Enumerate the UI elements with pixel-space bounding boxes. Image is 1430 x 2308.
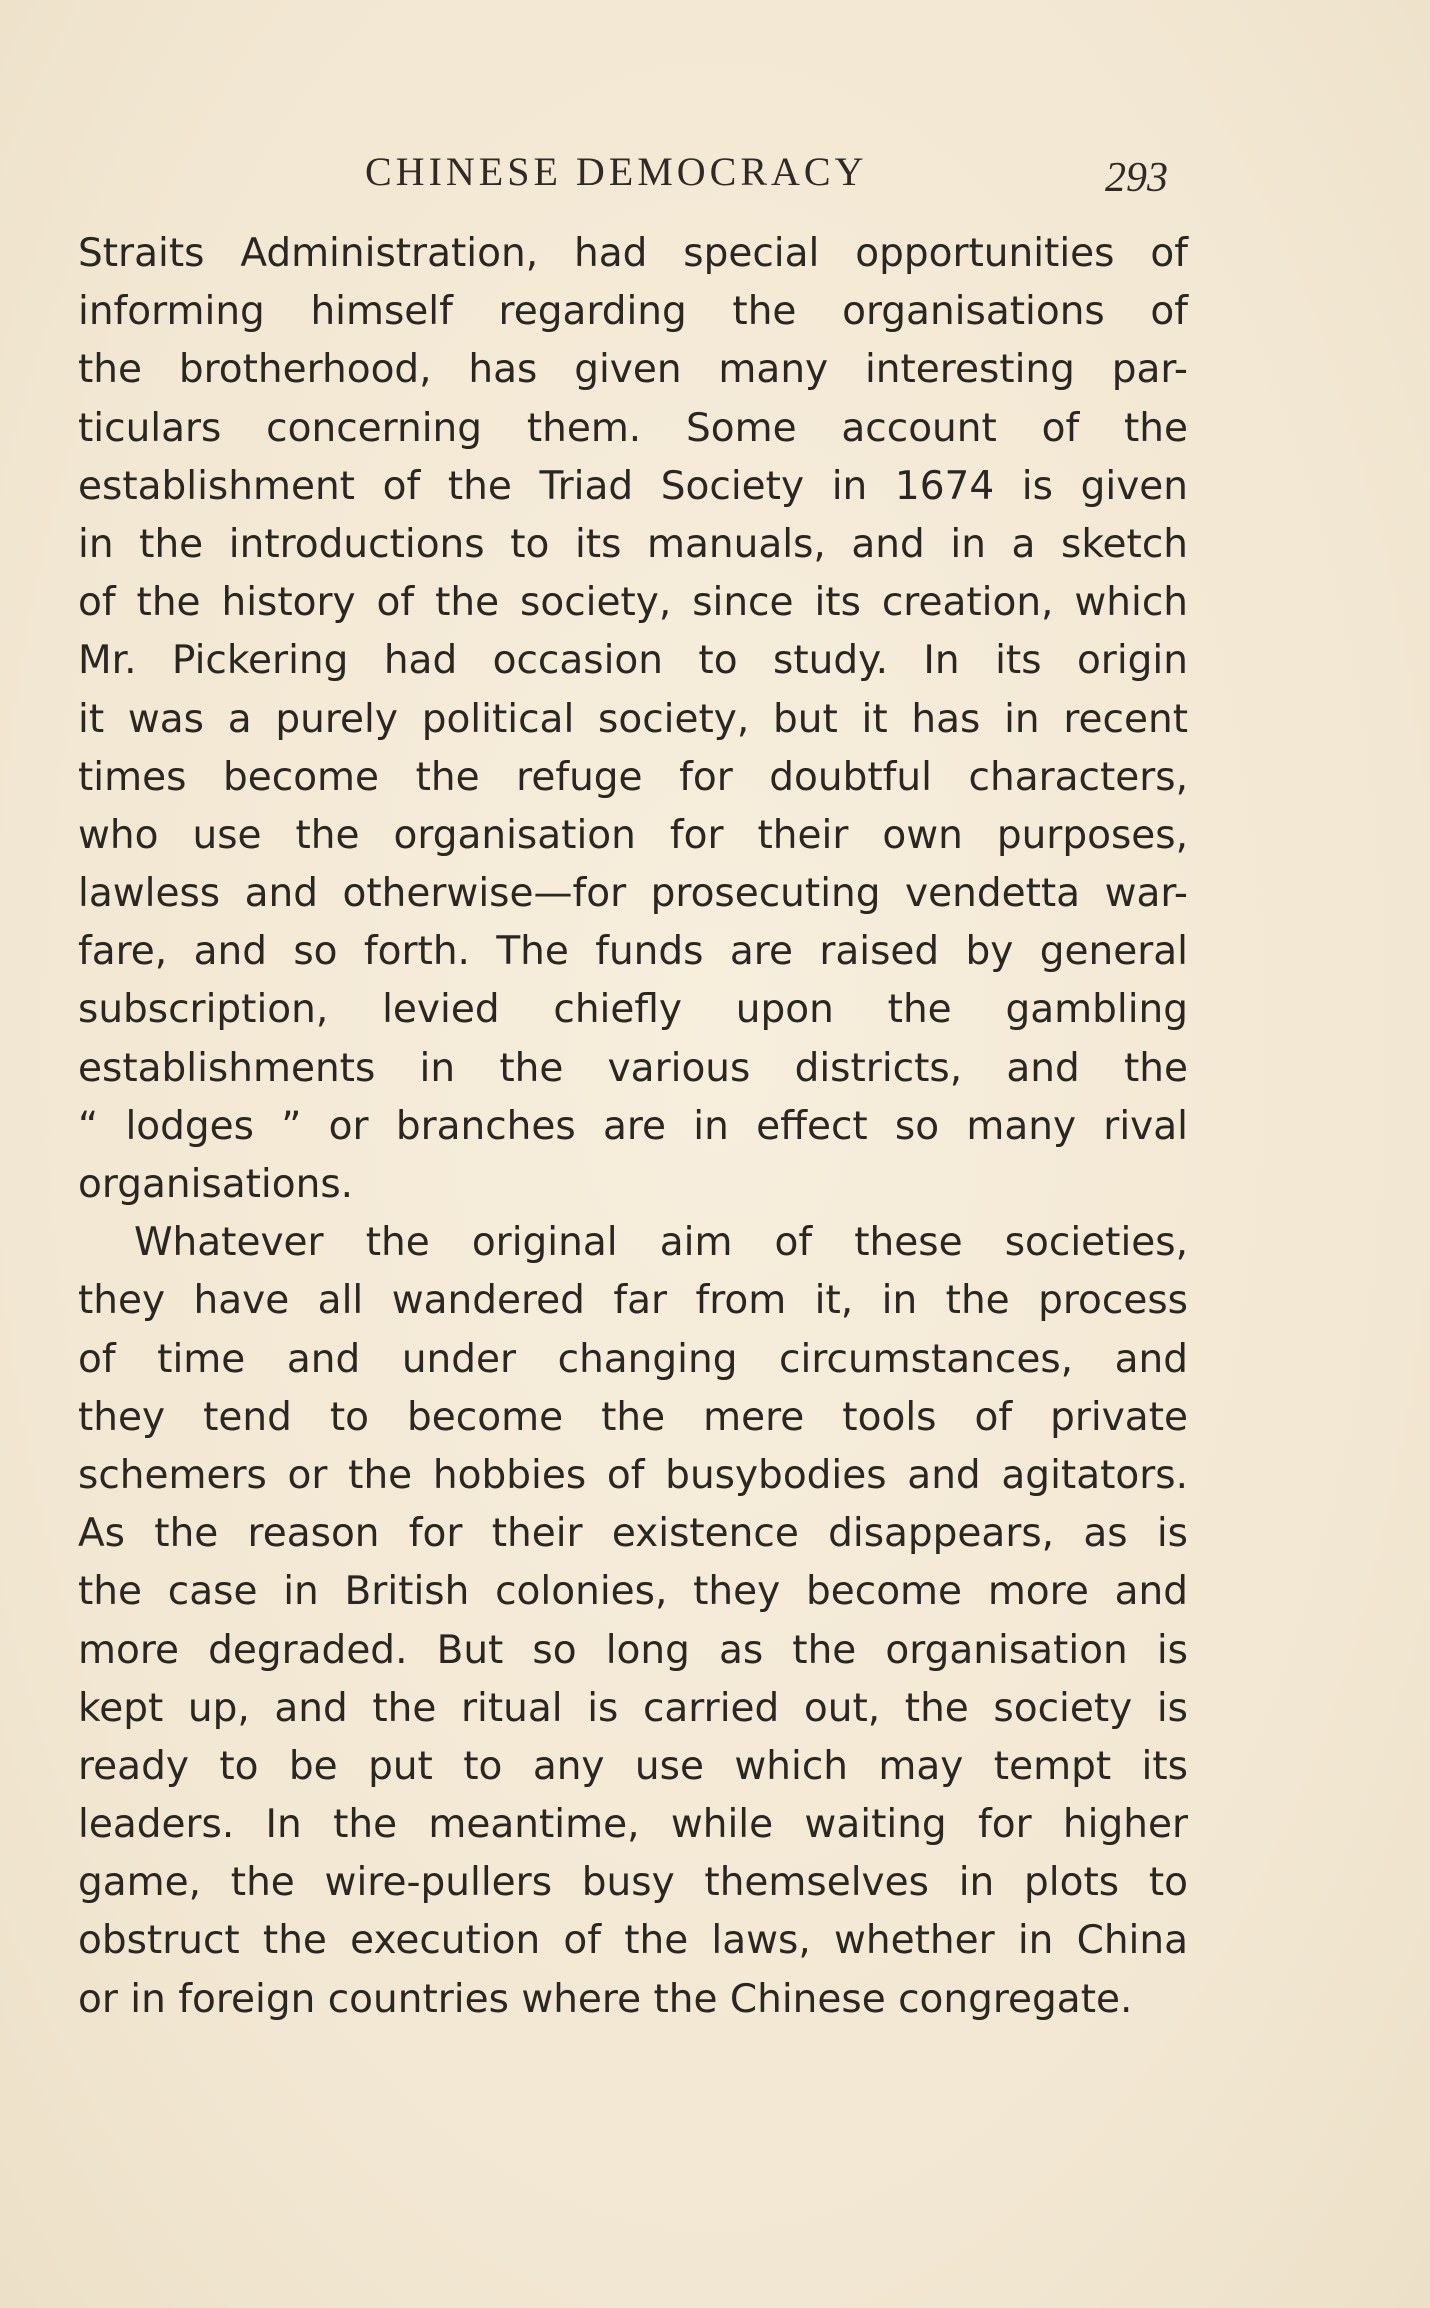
- text-line: Mr. Pickering had occasion to study. In its origin: [78, 638, 1188, 684]
- text-line: of the history of the society, since its creation, which: [78, 580, 1188, 626]
- text-line: establishments in the various districts, and the: [78, 1045, 1188, 1091]
- text-line: Straits Administration, had special opportunities of: [78, 231, 1188, 276]
- page-number: 293: [1105, 155, 1168, 201]
- text-line: subscription, levied chiefly upon the gambling: [78, 987, 1188, 1033]
- text-line: it was a purely political society, but it has in recent: [78, 696, 1188, 742]
- text-line: or in foreign countries where the Chinese congregate.: [78, 1976, 1133, 2022]
- running-title: CHINESE DEMOCRACY: [365, 149, 868, 194]
- text-line: who use the organisation for their own purposes,: [78, 812, 1188, 858]
- text-line: they tend to become the mere tools of private: [78, 1394, 1188, 1440]
- text-line: the case in British colonies, they become more and: [78, 1569, 1188, 1615]
- text-line: informing himself regarding the organisations of: [78, 289, 1188, 335]
- text-line: As the reason for their existence disappears, as is: [78, 1511, 1188, 1557]
- running-header: [0, 140, 1430, 200]
- text-line: kept up, and the ritual is carried out, the society is: [78, 1685, 1188, 1731]
- text-line: leaders. In the meantime, while waiting for higher: [78, 1802, 1188, 1848]
- text-line: Whatever the original aim of these societies,: [134, 1220, 1188, 1266]
- body-text: [78, 225, 1188, 2029]
- text-line: of time and under changing circumstances, and: [78, 1336, 1188, 1382]
- text-line: times become the refuge for doubtful characters,: [78, 754, 1188, 800]
- text-line: schemers or the hobbies of busybodies and agitators.: [78, 1452, 1188, 1498]
- text-line: establishment of the Triad Society in 1674 is given: [78, 463, 1188, 509]
- text-line: “ lodges ” or branches are in effect so many rival: [78, 1103, 1188, 1149]
- text-line: game, the wire-pullers busy themselves in plots to: [78, 1860, 1188, 1906]
- text-line: more degraded. But so long as the organisation is: [78, 1627, 1188, 1673]
- text-line: in the introductions to its manuals, and in a sketch: [78, 521, 1188, 567]
- text-line: lawless and otherwise—for prosecuting vendetta war-: [78, 871, 1188, 917]
- text-line: they have all wandered far from it, in the process: [78, 1278, 1188, 1324]
- text-line: organisations.: [78, 1162, 354, 1207]
- paragraph-1: [78, 225, 1188, 1214]
- paragraph-2: [78, 1214, 1188, 2029]
- text-line: fare, and so forth. The funds are raised by general: [78, 929, 1188, 975]
- text-line: obstruct the execution of the laws, whether in China: [78, 1918, 1188, 1964]
- text-line: ticulars concerning them. Some account of the: [78, 405, 1188, 451]
- text-line: the brotherhood, has given many interesting par-: [78, 347, 1188, 393]
- text-line: ready to be put to any use which may tempt its: [78, 1743, 1188, 1789]
